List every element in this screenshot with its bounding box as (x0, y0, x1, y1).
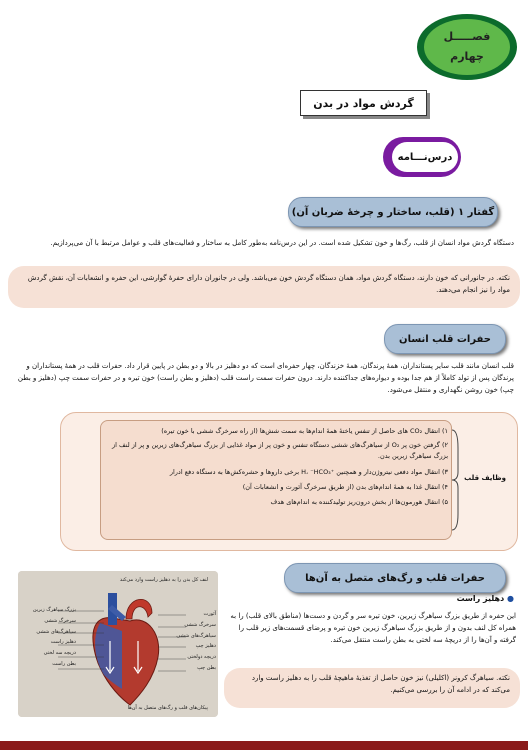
functions-list (104, 426, 448, 508)
functions-bracket (450, 428, 460, 532)
figure-label: سرخرگ ششی (184, 621, 216, 628)
figure-label: دهلیز چپ (195, 643, 216, 650)
section1-intro: دستگاه گردش مواد انسان از قلب، رگ‌ها و خون تشکیل شده است. در این درس‌نامه به‌طور کامل به ساختار و فعالیت‌های قلب و عوامل مرتبط با آن می‌پردازیم. (50, 239, 514, 247)
figure-label: دریچه سه لختی (43, 650, 76, 657)
figure-label: بطن راست (52, 660, 76, 667)
function-item-2: ۲) گرفتن خون پر O₂ از سیاهرگ‌های ششی دستگاه تنفس و خون پر از مواد غذایی از بزرگ سیاهرگ‌های زیرین و پر از لنف از بزرگ سیاهرگ زبرین بدن. (112, 441, 448, 460)
figure-label: بطن چپ (197, 664, 216, 671)
figure-label: آئورت (203, 611, 216, 617)
figure-left-labels (160, 609, 216, 674)
section1-note: نکته. در جانورانی که خون دارند، دستگاه گردش مواد، همان دستگاه گردش خون می‌باشد. ولی در جانوران دارای حفرهٔ گوارشی، این حفره و انشعابات آن، نقش گردش مواد را نیز انجام می‌دهند. (8, 266, 520, 308)
section2-heading: حفرات قلب انسان (384, 324, 506, 354)
footer-bar (0, 741, 528, 750)
heart-figure (18, 571, 218, 717)
section3-note: نکته. سیاهرگ کرونر (اکلیلی) نیز خون حاصل از تغذیهٔ ماهیچهٔ قلب را به دهلیز راست وارد می‌کند که در ادامه آن را بررسی می‌کنیم. (224, 668, 520, 708)
functions-side-label: وظایف قلب (464, 474, 506, 482)
figure-bottom-caption: پیکان‌های قلب و رگ‌های متصل به آن‌ها (127, 705, 208, 711)
figure-label: سیاهرگ‌های ششی (36, 628, 76, 635)
function-item-4: ۴) انتقال غذا به همهٔ اندام‌های بدن (از طریق سرخرگ آئورت و انشعابات آن) (242, 483, 448, 491)
function-item-3: ۳) انتقال مواد دفعی نیتروژن‌دار و همچنین ⁺H، ⁻HCO₃ برخی داروها و حشره‌کش‌ها به دستگاه دفع ادرار (169, 468, 448, 476)
section3-heading: حفرات قلب و رگ‌های متصل به آن‌ها (284, 563, 506, 593)
section3-body: این حفره از طریق بزرگ سیاهرگ زیرین، خون تیره سر و گردن و دست‌ها (مناطق بالای قلب) را به همراه کل لنف بدون و از طریق بزرگ سیاهرگ زیرین خون تیره و پرضای قسمت‌های زیر قلب را گرفته و آن‌ها را از دریچهٔ سه لختی به بطن راست منتقل می‌کند. (230, 612, 516, 644)
page-title: گردش مواد در بدن (300, 90, 427, 116)
figure-top-caption: لنف کل بدن را به دهلیز راست وارد می‌کند (119, 577, 208, 583)
figure-label: دریچه دولختی (187, 654, 216, 661)
section3-sub-label: دهلیز راست (456, 594, 505, 603)
figure-label: سرخرگ ششی (44, 617, 76, 624)
chapter-badge-inner (424, 19, 510, 75)
figure-label: بزرگ سیاهرگ زبرین (32, 607, 76, 613)
figure-label: دهلیز راست (50, 639, 76, 646)
bullet-icon: ● (507, 594, 514, 603)
chapter-badge (417, 14, 517, 80)
chapter-label: فصـــــل (443, 30, 491, 43)
lesson-label: درس‌نـــامه (392, 142, 458, 172)
section3-subheading (404, 594, 514, 603)
chapter-number: چهارم (450, 50, 484, 63)
figure-right-labels (20, 605, 76, 670)
function-item-1: ۱) انتقال CO₂ های حاصل از تنفس یاختهٔ همهٔ اندام‌ها به سمت شش‌ها (از راه سرخرگ ششی با خون تیره) (161, 427, 448, 435)
section1-heading: گفتار ۱ (قلب، ساختار و چرخهٔ ضربان آن) (288, 197, 498, 227)
figure-label: سیاهرگ‌های ششی (176, 632, 216, 639)
function-item-5: ۵) انتقال هورمون‌ها از بخش درون‌ریز تولیدکننده به اندام‌های هدف (270, 498, 448, 506)
section2-body: قلب انسان مانند قلب سایر پستانداران، همهٔ پرندگان، همهٔ خزندگان، چهار حفره‌ای است که دو دهلیز در بالا و دو بطن در پایین قرار داد. حفرات قلب در همهٔ پستانداران و پرندگان پس از تولد کاملاً از هم جدا بوده و دیواره‌های جداکننده دارند. درون حفرات سمت راست قلب (دهلیز و بطن راست) خون تیره و در حفرات سمت چپ (دهلیز و بطن چپ) خون روشن نگهداری و منتقل می‌شود. (17, 362, 514, 394)
